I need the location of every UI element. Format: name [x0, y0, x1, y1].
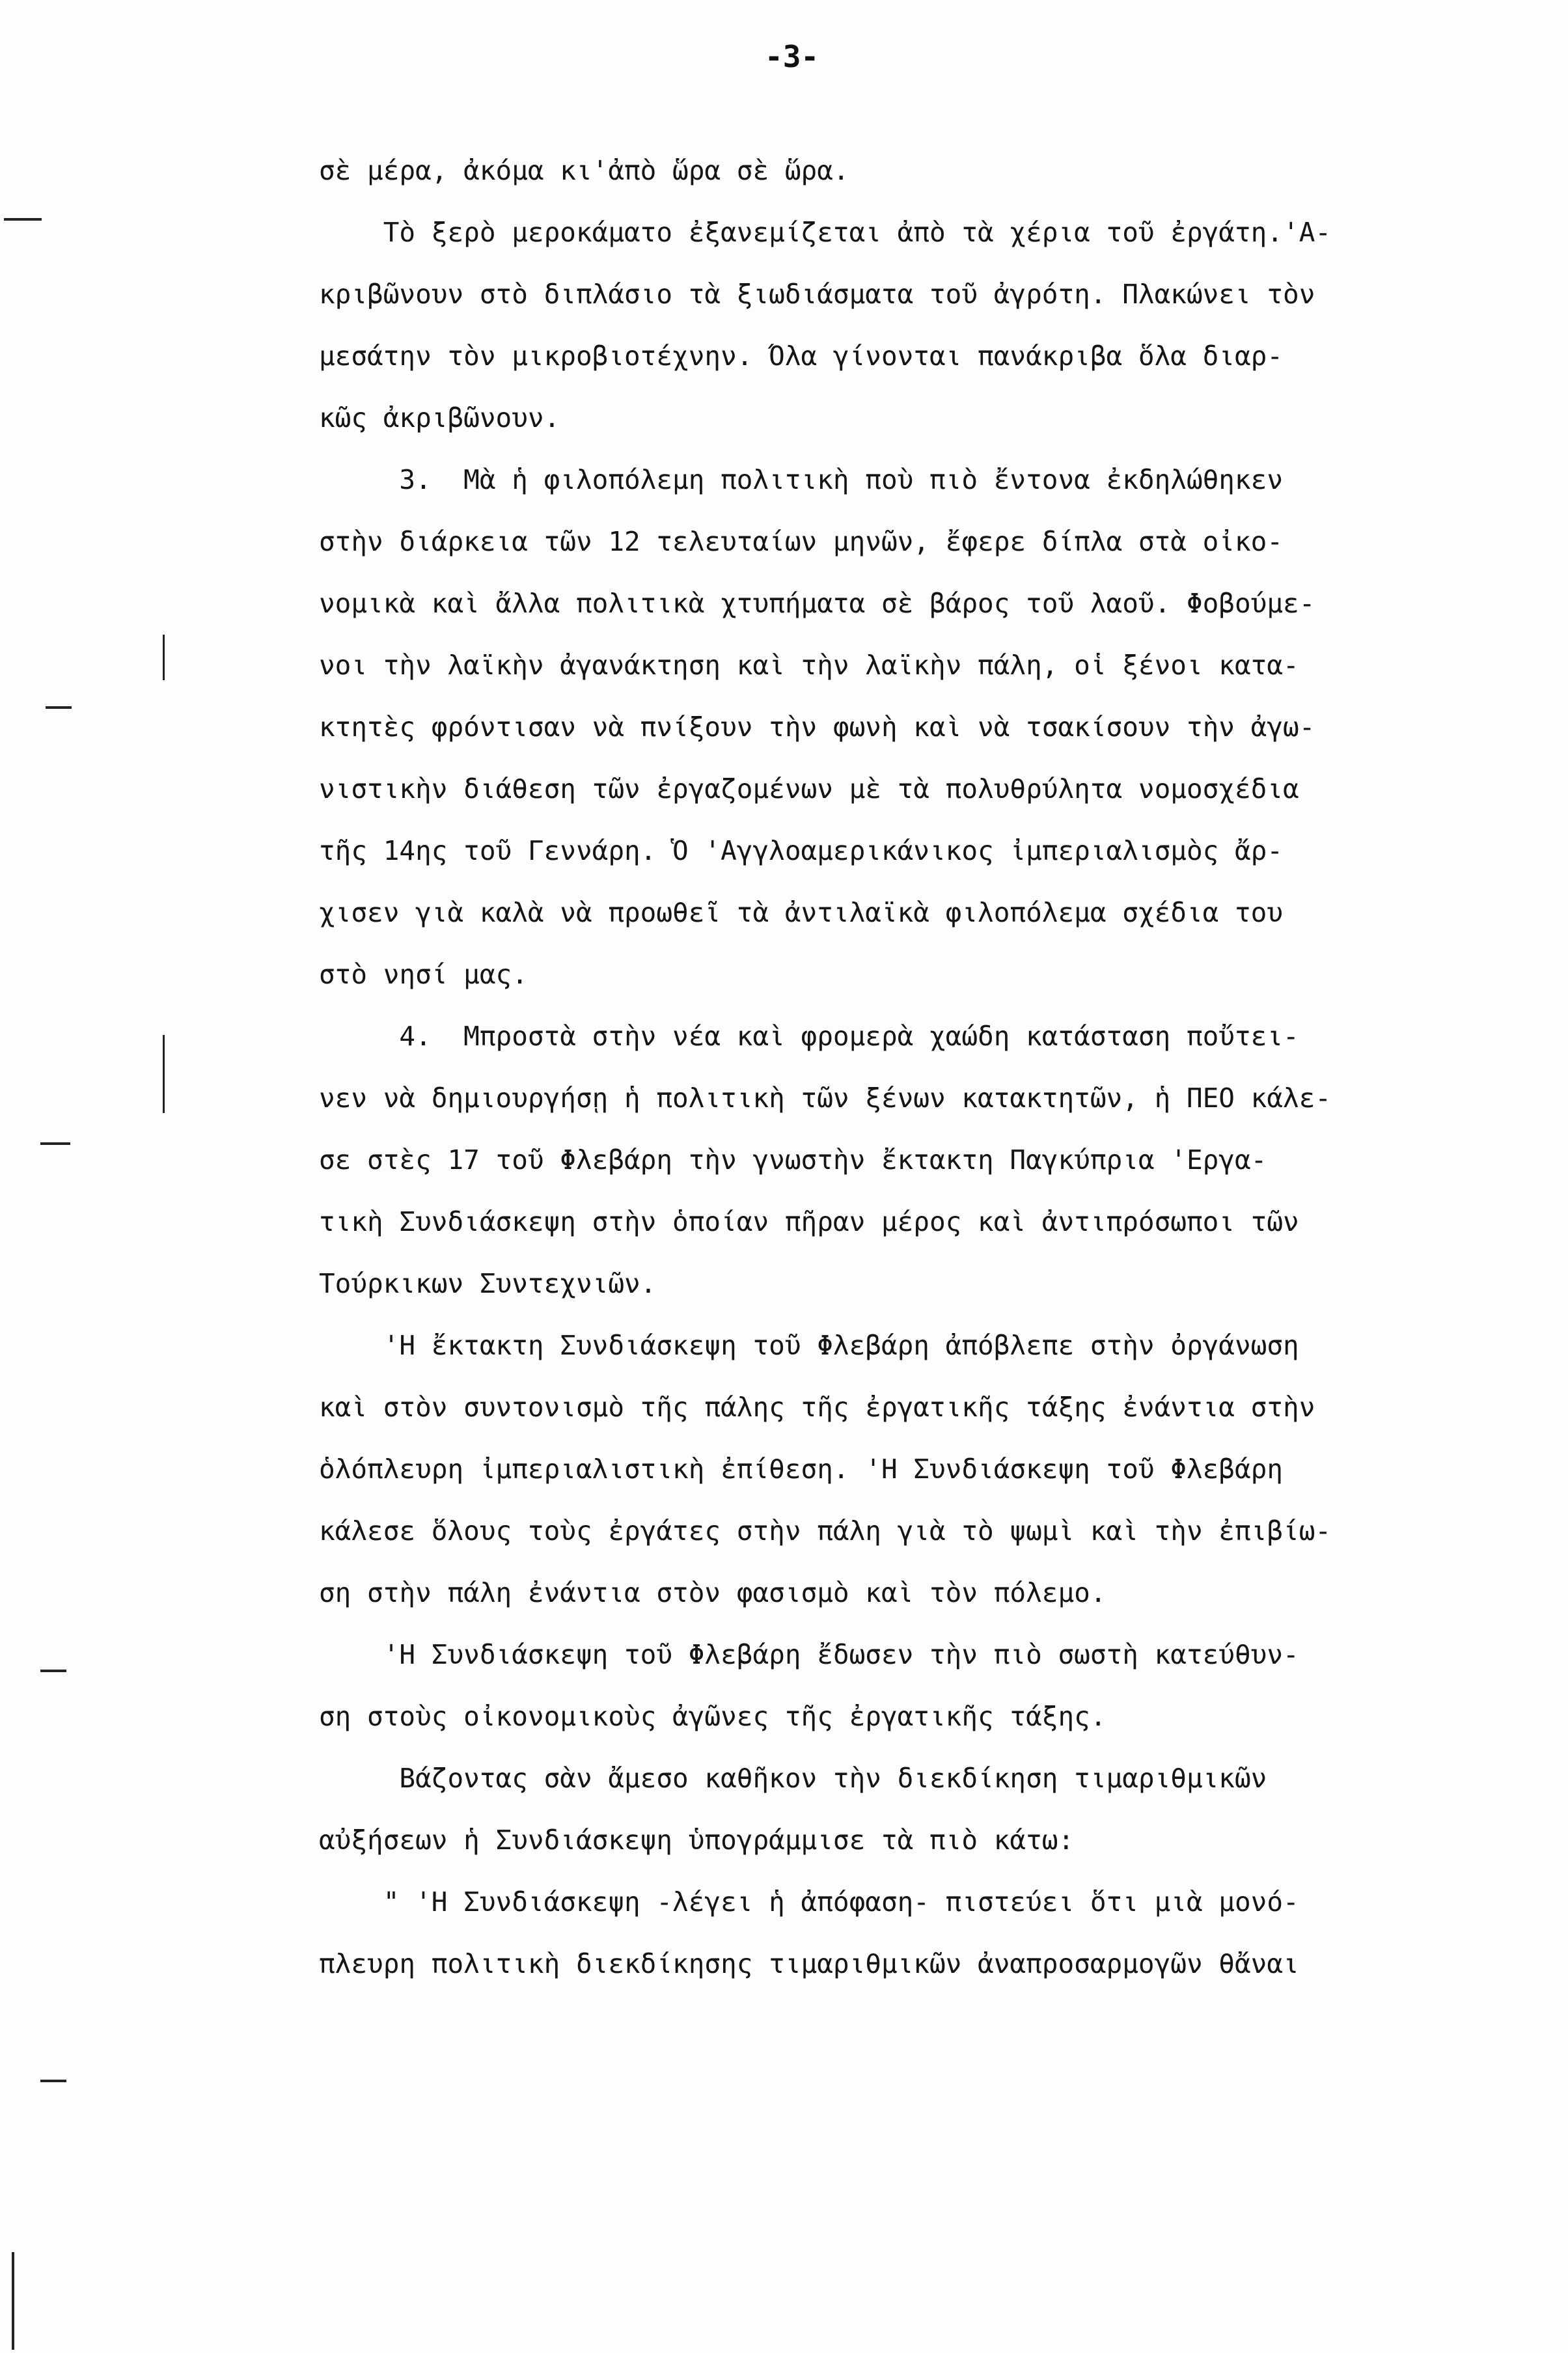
text-line: Τὸ ξερὸ μεροκάματο ἐξανεμίζεται ἀπὸ τὰ χέρια τοῦ ἐργάτη.'Α-: [319, 217, 1332, 248]
text-line: σε στὲς 17 τοῦ Φλεβάρη τὴν γνωστὴν ἔκτακτη Παγκύπρια 'Εργα-: [319, 1144, 1267, 1176]
text-line: καὶ στὸν συντονισμὸ τῆς πάλης τῆς ἐργατικῆς τάξης ἐνάντια στὴν: [319, 1392, 1315, 1423]
paragraph: [319, 1006, 1556, 1315]
text-line: χισεν γιὰ καλὰ νὰ προωθεῖ τὰ ἀντιλαϊκὰ φιλοπόλεμα σχέδια του: [319, 897, 1284, 928]
paragraph: [319, 202, 1556, 449]
page-number: -3-: [765, 39, 819, 74]
text-line: Βάζοντας σὰν ἄμεσο καθῆκον τὴν διεκδίκηση τιμαριθμικῶν: [319, 1763, 1267, 1794]
text-line: μεσάτην τὸν μικροβιοτέχνην. Όλα γίνονται πανάκριβα ὅλα διαρ-: [319, 340, 1284, 372]
document-body: [319, 140, 1556, 1995]
text-line: στὴν διάρκεια τῶν 12 τελευταίων μηνῶν, ἔφερε δίπλα στὰ οἰκο-: [319, 526, 1284, 557]
margin-mark: [46, 706, 72, 709]
text-line: νομικὰ καὶ ἄλλα πολιτικὰ χτυπήματα σὲ βάρος τοῦ λαοῦ. Φοβούμε-: [319, 588, 1315, 619]
text-line: 'Η Συνδιάσκεψη τοῦ Φλεβάρη ἔδωσεν τὴν πιὸ σωστὴ κατεύθυν-: [319, 1639, 1299, 1670]
paragraph: [319, 1748, 1556, 1871]
text-line: στὸ νησί μας.: [319, 959, 528, 990]
paragraph: [319, 1624, 1556, 1748]
text-line: " 'Η Συνδιάσκεψη -λέγει ἡ ἀπόφαση- πιστεύει ὅτι μιὰ μονό-: [319, 1886, 1299, 1918]
text-line: 4. Μπροστὰ στὴν νέα καὶ φρομερὰ χαώδη κατάσταση ποὔτει-: [319, 1021, 1299, 1052]
paragraph: [319, 449, 1556, 1006]
text-line: κτητὲς φρόντισαν νὰ πνίξουν τὴν φωνὴ καὶ νὰ τσακίσουν τὴν ἀγω-: [319, 711, 1315, 743]
text-line: 'Η ἔκτακτη Συνδιάσκεψη τοῦ Φλεβάρη ἀπόβλεπε στὴν ὀργάνωση: [319, 1330, 1299, 1361]
paragraph: [319, 140, 1556, 202]
text-line: κριβῶνουν στὸ διπλάσιο τὰ ξιωδιάσματα τοῦ ἀγρότη. Πλακώνει τὸν: [319, 279, 1315, 310]
text-line: νιστικὴν διάθεση τῶν ἐργαζομένων μὲ τὰ πολυθρύλητα νομοσχέδια: [319, 773, 1299, 805]
margin-mark: [40, 1670, 66, 1672]
text-line: ὁλόπλευρη ἰμπεριαλιστικὴ ἐπίθεση. 'Η Συνδιάσκεψη τοῦ Φλεβάρη: [319, 1453, 1284, 1485]
text-line: 3. Μὰ ἡ φιλοπόλεμη πολιτικὴ ποὺ πιὸ ἔντονα ἐκδηλώθηκεν: [319, 464, 1284, 495]
text-line: Τούρκικων Συντεχνιῶν.: [319, 1268, 657, 1299]
margin-mark: [4, 218, 42, 221]
text-line: ση στοὺς οἰκονομικοὺς ἀγῶνες τῆς ἐργατικῆς τάξης.: [319, 1701, 1107, 1732]
paragraph: [319, 1871, 1556, 1995]
margin-mark: [12, 2252, 14, 2350]
text-line: αὐξήσεων ἡ Συνδιάσκεψη ὑπογράμμισε τὰ πιὸ κάτω:: [319, 1824, 1075, 1856]
margin-mark: [163, 1035, 165, 1113]
margin-mark: [163, 635, 165, 680]
text-line: τικὴ Συνδιάσκεψη στὴν ὁποίαν πῆραν μέρος καὶ ἀντιπρόσωποι τῶν: [319, 1206, 1299, 1237]
paragraph: [319, 1315, 1556, 1624]
text-line: κῶς ἀκριβῶνουν.: [319, 402, 560, 433]
text-line: σὲ μέρα, ἀκόμα κι'ἀπὸ ὥρα σὲ ὥρα.: [319, 155, 849, 186]
text-line: κάλεσε ὅλους τοὺς ἐργάτες στὴν πάλη γιὰ τὸ ψωμὶ καὶ τὴν ἐπιβίω-: [319, 1515, 1332, 1547]
text-line: πλευρη πολιτικὴ διεκδίκησης τιμαριθμικῶν ἀναπροσαρμογῶν θἄναι: [319, 1948, 1299, 1979]
text-line: νεν νὰ δημιουργήσῃ ἡ πολιτικὴ τῶν ξένων κατακτητῶν, ἡ ΠΕΟ κάλε-: [319, 1082, 1332, 1114]
text-line: νοι τὴν λαϊκὴν ἀγανάκτηση καὶ τὴν λαϊκὴν πάλη, οἱ ξένοι κατα-: [319, 650, 1299, 681]
margin-mark: [40, 1142, 70, 1145]
text-line: ση στὴν πάλη ἐνάντια στὸν φασισμὸ καὶ τὸν πόλεμο.: [319, 1577, 1107, 1608]
text-line: τῆς 14ης τοῦ Γεννάρη. Ὁ 'Αγγλοαμερικάνικος ἰμπεριαλισμὸς ἄρ-: [319, 835, 1284, 866]
margin-mark: [40, 2080, 66, 2082]
